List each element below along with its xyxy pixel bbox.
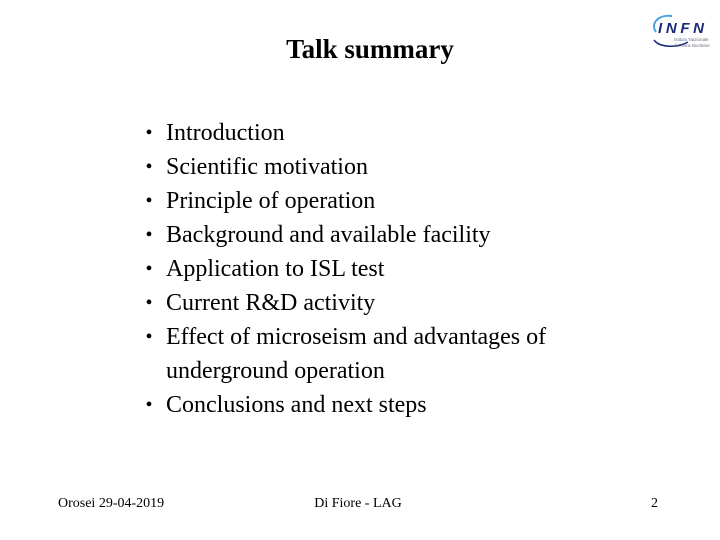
logo-subtitle-line1: Istituto Nazionale <box>674 37 709 42</box>
list-item-text: Conclusions and next steps <box>166 392 427 418</box>
list-item-text: Scientific motivation <box>166 154 368 180</box>
list-item-text: Current R&D activity <box>166 290 376 316</box>
bullet-icon: • <box>145 326 153 348</box>
summary-list <box>142 116 622 422</box>
logo-subtitle-line2: di Fisica Nucleare <box>674 43 710 48</box>
bullet-icon: • <box>145 122 153 144</box>
list-item <box>142 218 622 252</box>
footer-author: Di Fiore - LAG <box>314 496 402 511</box>
list-item-text: Principle of operation <box>166 188 376 214</box>
bullet-icon: • <box>145 156 153 178</box>
list-item-text: Effect of microseism and advantages of underground operation <box>166 324 547 384</box>
infn-logo-text <box>674 37 710 49</box>
list-item <box>142 184 622 218</box>
list-item <box>142 150 622 184</box>
page-number: 2 <box>651 496 658 511</box>
list-item <box>142 388 622 422</box>
list-item-text: Introduction <box>166 120 285 146</box>
footer-date: Orosei 29-04-2019 <box>58 496 165 511</box>
list-item <box>142 116 622 150</box>
bullet-icon: • <box>145 224 153 246</box>
list-item-text: Background and available facility <box>166 222 491 248</box>
svg-text:INFN: INFN <box>658 20 704 37</box>
list-item <box>142 252 622 286</box>
bullet-icon: • <box>145 394 153 416</box>
bullet-icon: • <box>145 258 153 280</box>
list-item <box>142 286 622 320</box>
bullet-icon: • <box>145 190 153 212</box>
slide-title: Talk summary <box>286 34 454 64</box>
infn-logo <box>648 10 716 52</box>
bullet-icon: • <box>145 292 153 314</box>
list-item <box>142 320 586 388</box>
list-item-text: Application to ISL test <box>166 256 385 282</box>
